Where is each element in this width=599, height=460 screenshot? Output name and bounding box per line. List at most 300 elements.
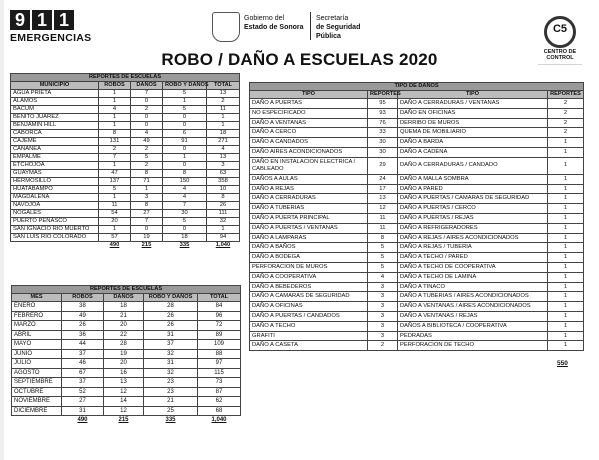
table-cell: 11	[99, 202, 131, 210]
table-cell: 37	[62, 349, 104, 359]
column-header: TIPO	[398, 91, 548, 99]
cc-sublabel-lines: ———————————	[538, 61, 582, 66]
table-cell: 1	[548, 321, 584, 331]
table-row	[12, 397, 241, 407]
table-cell: 8	[368, 233, 398, 243]
table-cell: 1	[548, 243, 584, 253]
table-cell: 95	[368, 99, 398, 109]
table-cell: DAÑO A OFICINAS	[250, 302, 368, 312]
table-row	[250, 282, 584, 292]
table-cell: 57	[99, 234, 131, 242]
table-cell: DAÑO A REJAS / TUBERIA	[398, 243, 548, 253]
table-cell: 24	[368, 174, 398, 184]
table-cell: 1	[548, 331, 584, 341]
table-cell: 2	[207, 98, 240, 106]
table-cell: 12	[104, 406, 144, 416]
table-cell: 0	[131, 226, 163, 234]
table-cell: 18	[104, 302, 144, 312]
table-cell: 11	[207, 106, 240, 114]
table-row	[250, 223, 584, 233]
table-cell: 38	[62, 302, 104, 312]
table-cell: 21	[104, 311, 144, 321]
table-cell: DAÑO A TUBERIAS	[250, 204, 368, 214]
table-cell: 12	[368, 204, 398, 214]
table-cell: 26	[62, 321, 104, 331]
column-header: TOTAL	[198, 294, 241, 302]
table-cell: 52	[62, 387, 104, 397]
table-cell: 8	[131, 202, 163, 210]
table-cell: 1	[207, 122, 240, 130]
table-cell: 1	[207, 114, 240, 122]
table-cell: 26	[207, 202, 240, 210]
table-row	[250, 253, 584, 263]
table-cell: 22	[104, 330, 144, 340]
table-cell: 13	[207, 154, 240, 162]
table-row	[250, 341, 584, 351]
table-row	[12, 340, 241, 350]
table-cell: 30	[163, 210, 207, 218]
table-cell: DAÑO A TUBERIAS / AIRES ACONDICIONADOS	[398, 292, 548, 302]
table-row	[11, 138, 240, 146]
column-header: MUNICIPIO	[11, 82, 99, 90]
table-row	[11, 234, 240, 242]
table-cell: DAÑO A TECHO	[250, 321, 368, 331]
table-cell: SAN LUIS RIO COLORADO	[11, 234, 99, 242]
table-cell: 12	[104, 387, 144, 397]
table-cell: DAÑO A PUERTA PRINCIPAL	[250, 213, 368, 223]
table-cell: 13	[104, 378, 144, 388]
table-cell: 4	[163, 186, 207, 194]
table-cell: 32	[144, 349, 198, 359]
table-cell: CAJEME	[11, 138, 99, 146]
table-cell: 63	[207, 170, 240, 178]
table-cell: 76	[368, 118, 398, 128]
table-cell: 23	[144, 387, 198, 397]
table-cell: DAÑO A CERRADURAS	[250, 194, 368, 204]
table-row	[12, 321, 241, 331]
table-cell: 11	[368, 223, 398, 233]
sec-line-2: de Seguridad Pública	[316, 24, 361, 40]
table-row	[250, 204, 584, 214]
table-cell: SAN IGNACIO RIO MUERTO	[11, 226, 99, 234]
table-cell: 1	[548, 302, 584, 312]
total-cell: 1,040	[215, 242, 231, 248]
gobierno-sonora-logo	[212, 12, 387, 42]
table-cell: 72	[198, 321, 241, 331]
table-cell: 89	[198, 330, 241, 340]
column-header: TOTAL	[207, 82, 240, 90]
table-cell: 47	[99, 170, 131, 178]
table-cell: 4	[99, 106, 131, 114]
table-row	[250, 213, 584, 223]
table-cell: 1	[163, 98, 207, 106]
table-cell: 109	[198, 340, 241, 350]
table-cell: 0	[163, 146, 207, 154]
table-cell: 5	[131, 154, 163, 162]
table-cell: 7	[131, 90, 163, 98]
table-cell: 2	[99, 146, 131, 154]
table-cell: DAÑO A COOPERATIVA	[250, 272, 368, 282]
table-cell: 1	[548, 147, 584, 157]
table-cell: 18	[207, 130, 240, 138]
table-cell: 1	[548, 223, 584, 233]
table-cell: DAÑO A PUERTAS / CAMARAS DE SEGURIDAD	[398, 194, 548, 204]
table-cell: 31	[62, 406, 104, 416]
table-row	[11, 226, 240, 234]
table-cell: DAÑO A BARDA	[398, 138, 548, 148]
column-header: MES	[12, 294, 62, 302]
total-cell: 335	[179, 242, 190, 248]
table-cell: DAÑO A MALLA SOMBRA	[398, 174, 548, 184]
table-cell: DAÑO A CADENA	[398, 147, 548, 157]
total-cell: 490	[77, 417, 88, 423]
table-cell: 0	[163, 162, 207, 170]
table-row	[250, 233, 584, 243]
table-cell: 7	[131, 218, 163, 226]
table-cell: DAÑO A TECHO DE COOPERATIVA	[398, 262, 548, 272]
table-row	[11, 154, 240, 162]
table-cell: 2	[368, 341, 398, 351]
table-cell: QUEMA DE MOBILIARIO	[398, 128, 548, 138]
table-row	[250, 262, 584, 272]
table-cell: DAÑO A VENTANAS / AIRES ACONDICIONADOS	[398, 302, 548, 312]
table-cell: 68	[198, 406, 241, 416]
table-row	[250, 108, 584, 118]
table-cell: NOVIEMBRE	[12, 397, 62, 407]
table-cell: 33	[368, 128, 398, 138]
table-cell: DAÑO A BEBEDEROS	[250, 282, 368, 292]
table-cell: 5	[368, 253, 398, 263]
table-cell: 5	[163, 90, 207, 98]
page-title: ROBO / DAÑO A ESCUELAS 2020	[161, 50, 438, 69]
table-cell: 30	[368, 147, 398, 157]
table-cell: DAÑO AIRES ACONDICIONADOS	[250, 147, 368, 157]
column-header: DAÑOS	[131, 82, 163, 90]
table-row	[12, 359, 241, 369]
table-cell: AGUA PRIETA	[11, 90, 99, 98]
table-cell: 1	[99, 122, 131, 130]
column-header: ROBO Y DAÑOS	[144, 294, 198, 302]
table-cell: 1	[548, 292, 584, 302]
table-cell: DAÑO A CANDADOS	[250, 138, 368, 148]
table-cell: ETCHOJOA	[11, 162, 99, 170]
totals-row	[11, 242, 240, 250]
table-cell: PEDRADAS	[398, 331, 548, 341]
table-cell: 88	[198, 349, 241, 359]
table-cell: 0	[163, 122, 207, 130]
table-cell: 13	[368, 194, 398, 204]
table-cell: PERFORACION DE MUROS	[250, 262, 368, 272]
table-cell: DAÑO A LAMPARAS	[250, 233, 368, 243]
table-cell: 23	[144, 378, 198, 388]
table-cell: 20	[104, 321, 144, 331]
table-cell: MAGDALENA	[11, 194, 99, 202]
secretaria-text	[316, 14, 387, 41]
table-cell: 0	[131, 122, 163, 130]
table-row	[11, 114, 240, 122]
table-row	[12, 378, 241, 388]
municipios-table	[10, 73, 240, 249]
table-cell: 5	[163, 106, 207, 114]
table-cell: 150	[163, 178, 207, 186]
table-cell: 67	[62, 368, 104, 378]
table-cell: DICIEMBRE	[12, 406, 62, 416]
table-cell: JUNIO	[12, 349, 62, 359]
column-header: REPORTES	[368, 91, 398, 99]
table-cell: 1	[99, 162, 131, 170]
table-cell: 1	[99, 194, 131, 202]
table-row	[11, 130, 240, 138]
table-cell: 1	[548, 204, 584, 214]
table-cell: 49	[62, 311, 104, 321]
table-cell: 54	[99, 210, 131, 218]
table-cell: 1	[548, 174, 584, 184]
table-cell: DAÑO A CAMARAS DE SEGURIDAD	[250, 292, 368, 302]
table-cell: ALAMOS	[11, 98, 99, 106]
total-cell: 1,040	[211, 417, 227, 423]
logo-digit: 1	[32, 10, 52, 30]
table-cell: 11	[368, 213, 398, 223]
table-cell: DAÑO A VENTANAS	[250, 118, 368, 128]
table-cell: 30	[368, 138, 398, 148]
table-cell: 26	[144, 311, 198, 321]
table-cell: 0	[131, 114, 163, 122]
table-row	[11, 210, 240, 218]
gobierno-text	[244, 14, 304, 32]
table-cell: 27	[62, 397, 104, 407]
table-cell: 91	[163, 138, 207, 146]
table-cell: 1	[548, 272, 584, 282]
total-cell: 490	[109, 242, 120, 248]
table-cell: DAÑO A CERCO	[250, 128, 368, 138]
table-row	[250, 118, 584, 128]
table-cell: 37	[62, 378, 104, 388]
column-header: ROBOS	[62, 294, 104, 302]
table-group-header: TIPO DE DAÑOS	[250, 83, 584, 91]
total-cell: 215	[141, 242, 152, 248]
table-cell: JULIO	[12, 359, 62, 369]
table-cell: 4	[163, 194, 207, 202]
gob-line-1: Gobierno del	[244, 15, 285, 22]
totals-row	[12, 416, 241, 425]
table-cell: 0	[131, 98, 163, 106]
table-cell: 0	[163, 226, 207, 234]
table-cell: 21	[144, 397, 198, 407]
table-cell: 1	[548, 311, 584, 321]
table-cell: 73	[198, 378, 241, 388]
table-cell: 7	[163, 202, 207, 210]
table-cell: 1	[99, 90, 131, 98]
table-row	[11, 122, 240, 130]
table-row	[12, 349, 241, 359]
table-cell: 1	[99, 226, 131, 234]
table-cell: 44	[62, 340, 104, 350]
table-row	[250, 138, 584, 148]
table-cell: 1	[548, 157, 584, 174]
table-cell: PERFORACION DE TECHO	[398, 341, 548, 351]
column-header: REPORTES	[548, 91, 584, 99]
table-row	[11, 162, 240, 170]
table-cell: 3	[131, 194, 163, 202]
table-cell: MARZO	[12, 321, 62, 331]
table-cell: ABRIL	[12, 330, 62, 340]
table-cell: 18	[163, 234, 207, 242]
table-cell: DAÑO EN INSTALACION ELECTRICA / CABLEADO	[250, 157, 368, 174]
table-cell: 20	[104, 359, 144, 369]
table-cell: DAÑOS A BIBLIOTECA / COOPERATIVA	[398, 321, 548, 331]
table-row	[250, 243, 584, 253]
table-row	[11, 186, 240, 194]
table-cell: 3	[368, 311, 398, 321]
column-header: TIPO	[250, 91, 368, 99]
table-cell: 358	[207, 178, 240, 186]
table-cell: 111	[207, 210, 240, 218]
table-cell: AGOSTO	[12, 368, 62, 378]
table-cell: 37	[144, 340, 198, 350]
table-cell: OCTUBRE	[12, 387, 62, 397]
table-row	[250, 321, 584, 331]
table-cell: DAÑO A CERRADURAS / CANDADO	[398, 157, 548, 174]
table-cell: 36	[62, 330, 104, 340]
table-cell: CABORCA	[11, 130, 99, 138]
table-cell: 49	[131, 138, 163, 146]
table-cell: 1	[207, 226, 240, 234]
table-cell: DAÑO A PUERTAS / VENTANAS	[250, 223, 368, 233]
tipo-danos-table	[249, 82, 584, 351]
cc-label: CENTRO DE CONTROL	[543, 49, 577, 61]
table-cell: GUAYMAS	[11, 170, 99, 178]
table-cell: 3	[368, 292, 398, 302]
table-header-row	[12, 294, 241, 302]
table-cell: 2	[131, 162, 163, 170]
table-cell: DAÑO A BAÑOS	[250, 243, 368, 253]
table-cell: 4	[131, 130, 163, 138]
table-cell: BACUM	[11, 106, 99, 114]
table-cell: DAÑO A REFRIGERADORES	[398, 223, 548, 233]
table-header-row	[11, 82, 240, 90]
table-cell: DERRIBO DE MUROS	[398, 118, 548, 128]
table-cell: DAÑO A REJAS / AIRES ACONDICIONADOS	[398, 233, 548, 243]
table-cell: 8	[163, 170, 207, 178]
table-row	[250, 311, 584, 321]
table-cell: DAÑO A REJAS	[250, 184, 368, 194]
table-row	[250, 128, 584, 138]
table-cell: 2	[548, 118, 584, 128]
table-cell: 137	[99, 178, 131, 186]
table-cell: DAÑOS A AULAS	[250, 174, 368, 184]
table-cell: NOGALES	[11, 210, 99, 218]
table-cell: DAÑO A VENTANAS / REJAS	[398, 311, 548, 321]
table-cell: 29	[368, 157, 398, 174]
table-cell: 19	[131, 234, 163, 242]
column-header: ROBO Y DAÑOS	[163, 82, 207, 90]
table-cell: 1	[548, 194, 584, 204]
table-row	[250, 99, 584, 109]
column-header: ROBOS	[99, 82, 131, 90]
logo-911-digits	[10, 10, 78, 30]
state-seal-icon	[212, 12, 240, 42]
table-row	[250, 174, 584, 184]
table-row	[250, 184, 584, 194]
table-cell: 32	[144, 368, 198, 378]
table-row	[11, 90, 240, 98]
table-cell: 131	[99, 138, 131, 146]
meses-table	[11, 285, 241, 425]
table-row	[11, 170, 240, 178]
table-cell: 1	[548, 184, 584, 194]
table-row	[12, 311, 241, 321]
total-cell	[11, 242, 99, 250]
table-cell: 115	[198, 368, 241, 378]
table-cell: 5	[163, 218, 207, 226]
table-cell: 8	[99, 130, 131, 138]
table-cell: DAÑO A TECHO / PARED	[398, 253, 548, 263]
table-cell: MAYO	[12, 340, 62, 350]
table-cell: DAÑO A CASETA	[250, 341, 368, 351]
table-cell: DAÑO A PUERTAS / CERCO	[398, 204, 548, 214]
logo-911-emergencias	[10, 10, 92, 44]
table-cell: 93	[368, 108, 398, 118]
table-cell: BENITO JUAREZ	[11, 114, 99, 122]
table-row	[12, 406, 241, 416]
table-row	[12, 330, 241, 340]
table-cell: DAÑO A PUERTAS / REJAS	[398, 213, 548, 223]
table-cell: 2	[548, 128, 584, 138]
table-cell: 5	[368, 262, 398, 272]
table-cell: 3	[368, 282, 398, 292]
table-cell: DAÑO A TINACO	[398, 282, 548, 292]
table-row	[250, 157, 584, 174]
table-cell: 13	[207, 90, 240, 98]
table-cell: 97	[198, 359, 241, 369]
table-cell: 20	[99, 218, 131, 226]
table-cell: 6	[163, 130, 207, 138]
table-cell: 2	[131, 106, 163, 114]
table-row	[250, 302, 584, 312]
table-cell: GRAFITI	[250, 331, 368, 341]
table-row	[11, 178, 240, 186]
tipo-danos-total: 550	[557, 360, 568, 367]
table-cell: 62	[198, 397, 241, 407]
table-row	[12, 387, 241, 397]
table-cell: 3	[368, 302, 398, 312]
table-cell: 3	[368, 321, 398, 331]
table-cell: 4	[207, 146, 240, 154]
table-cell: 8	[131, 170, 163, 178]
table-cell: DAÑO A TECHO DE LAMINA	[398, 272, 548, 282]
table-cell: PUERTO PEÑASCO	[11, 218, 99, 226]
table-cell: FEBRERO	[12, 311, 62, 321]
table-cell: 1	[548, 282, 584, 292]
table-row	[250, 292, 584, 302]
table-cell: 10	[207, 186, 240, 194]
table-cell: 19	[104, 349, 144, 359]
table-cell: EMPALME	[11, 154, 99, 162]
table-cell: 0	[163, 114, 207, 122]
table-cell: 1	[548, 213, 584, 223]
table-cell: 2	[548, 99, 584, 109]
table-cell: 8	[207, 194, 240, 202]
logo-divider	[310, 12, 311, 40]
table-cell: 3	[368, 331, 398, 341]
table-cell: 31	[144, 330, 198, 340]
table-cell: 17	[368, 184, 398, 194]
table-cell: HUATABAMPO	[11, 186, 99, 194]
table-cell: ENERO	[12, 302, 62, 312]
sec-line-1: Secretaría	[316, 15, 349, 22]
table-cell: 1	[99, 114, 131, 122]
table-cell: 94	[207, 234, 240, 242]
